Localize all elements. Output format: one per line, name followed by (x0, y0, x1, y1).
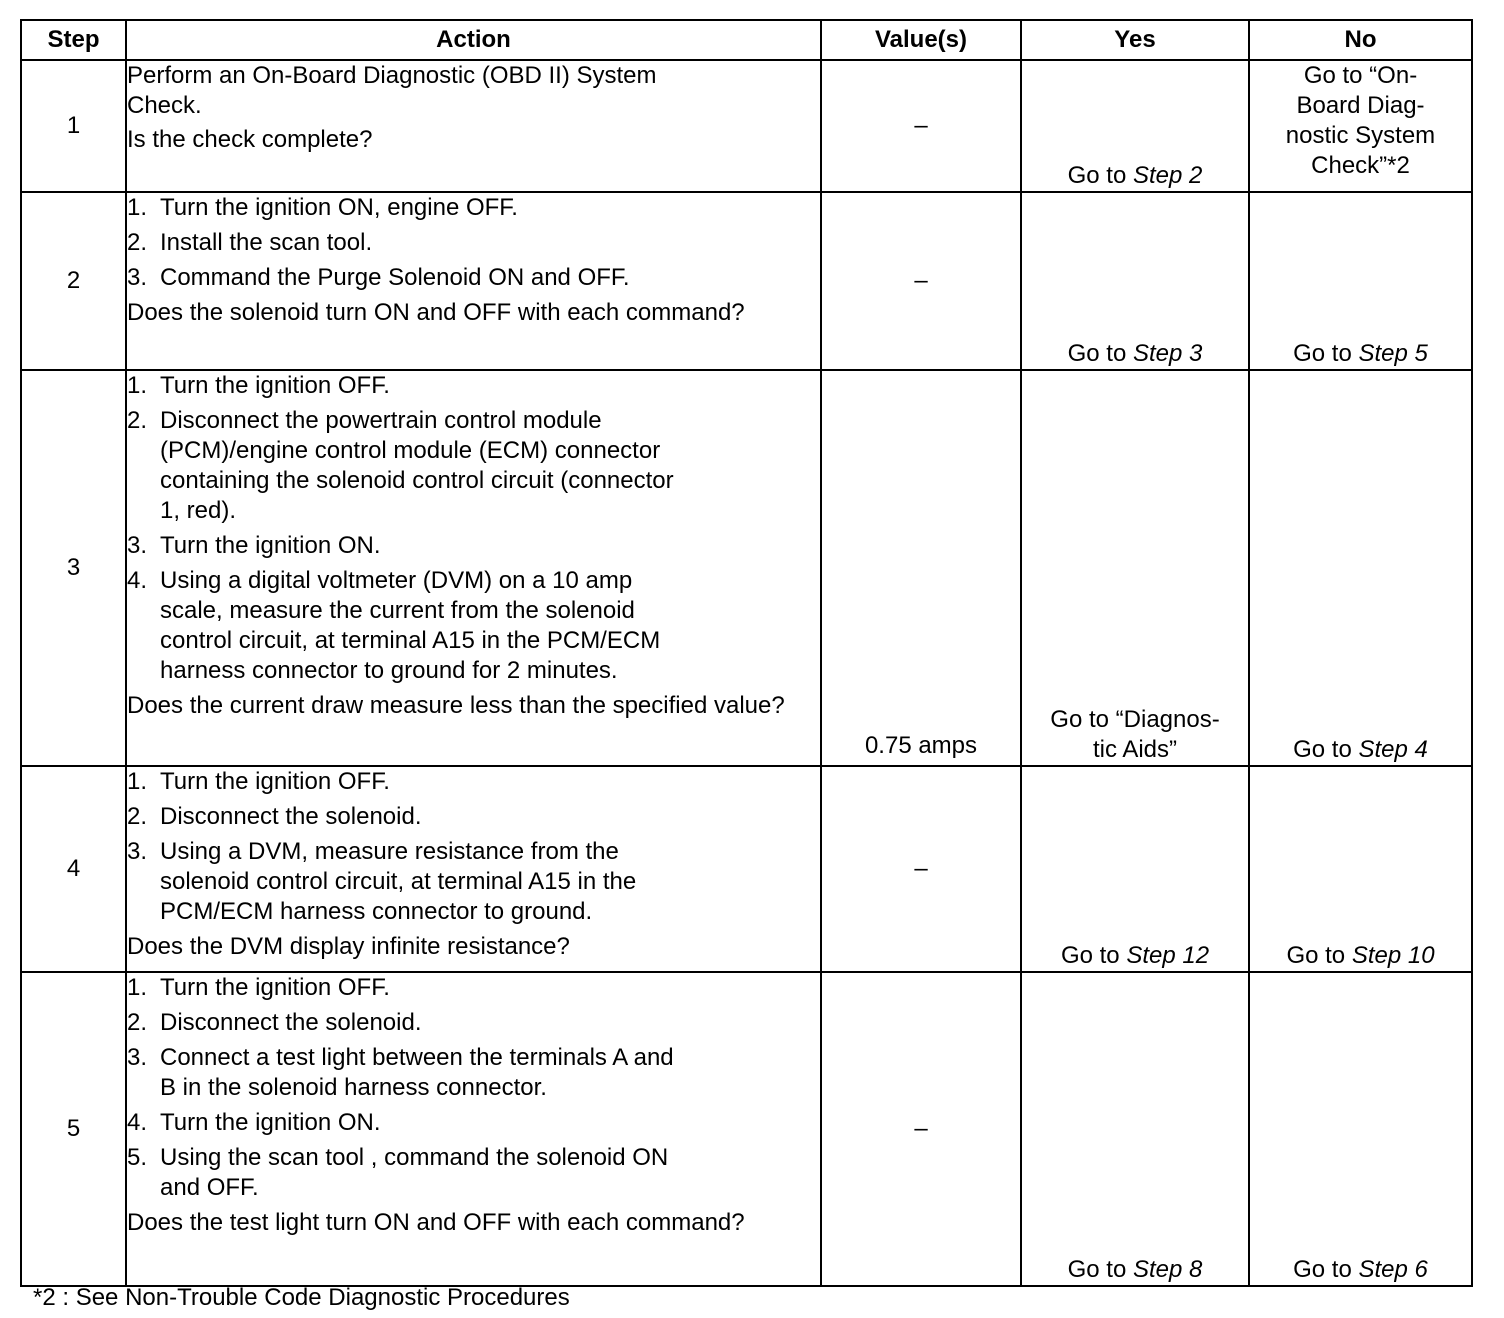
yes-prefix: Go to (1067, 340, 1133, 367)
action-step-text (160, 1044, 674, 1101)
action-step-text (160, 838, 636, 925)
action-step-item (127, 531, 820, 561)
action-step-line: Turn the ignition ON. (160, 1109, 381, 1136)
no-prefix: Go to (1286, 942, 1352, 969)
action-step-line: scale, measure the current from the solenoid (160, 597, 635, 624)
yes-cell (1021, 766, 1249, 972)
action-step-text (160, 567, 660, 684)
action-step-number: 4. (127, 1109, 148, 1136)
action-step-line: Connect a test light between the terminals A and (160, 1044, 674, 1071)
action-step-number: 3. (127, 264, 148, 291)
action-step-number: 1. (127, 768, 148, 795)
action-step-line: Turn the ignition OFF. (160, 768, 390, 795)
header-row (21, 20, 1472, 60)
step-number: 1 (21, 60, 126, 192)
action-step-number: 5. (127, 1144, 148, 1171)
action-step-number: 1. (127, 974, 148, 1001)
yes-cell (1021, 972, 1249, 1286)
value-cell: – (821, 972, 1021, 1286)
action-cell (126, 972, 821, 1286)
no-line: Check”*2 (1311, 152, 1410, 179)
action-step-item (127, 837, 820, 927)
no-step-link[interactable]: Step 5 (1358, 340, 1428, 367)
action-step-item (127, 1143, 820, 1203)
action-step-number: 3. (127, 1044, 148, 1071)
no-prefix: Go to (1293, 736, 1359, 763)
header-action: Action (126, 20, 821, 60)
action-step-item (127, 406, 820, 526)
action-cell (126, 370, 821, 766)
action-step-line: Using a DVM, measure resistance from the (160, 838, 619, 865)
table-row (21, 192, 1472, 370)
action-step-item (127, 228, 820, 258)
action-question: Does the DVM display infinite resistance? (127, 933, 570, 960)
footnote: *2 : See Non-Trouble Code Diagnostic Procedures (33, 1284, 570, 1311)
action-step-item (127, 767, 820, 797)
action-step-number: 3. (127, 532, 148, 559)
diagnostic-table (20, 19, 1473, 1287)
no-cell (1249, 972, 1472, 1286)
yes-step-link[interactable]: Step 3 (1132, 340, 1203, 367)
action-question: Does the test light turn ON and OFF with each command? (127, 1209, 745, 1236)
action-step-line: Disconnect the solenoid. (160, 803, 422, 830)
action-step-line: harness connector to ground for 2 minutes. (160, 657, 618, 684)
yes-line: tic Aids” (1092, 736, 1178, 763)
yes-cell (1021, 192, 1249, 370)
no-cell (1249, 766, 1472, 972)
action-question: Is the check complete? (127, 126, 373, 153)
no-step-link[interactable]: Step 4 (1358, 736, 1428, 763)
action-step-item (127, 263, 820, 293)
action-step-number: 1. (127, 194, 148, 221)
value-cell: 0.75 amps (821, 370, 1021, 766)
action-step-line: Using the scan tool , command the solenoid ON (160, 1144, 669, 1171)
action-step-text (160, 407, 674, 524)
action-step-line: PCM/ECM harness connector to ground. (160, 898, 593, 925)
action-step-line: Turn the ignition ON, engine OFF. (160, 194, 518, 221)
action-intro-line: Perform an On-Board Diagnostic (OBD II) System (127, 62, 657, 89)
action-steps (127, 193, 820, 293)
yes-step-link[interactable]: Step 8 (1132, 1256, 1203, 1283)
action-step-text (160, 194, 518, 221)
action-step-text (160, 803, 422, 830)
yes-prefix: Go to (1067, 162, 1133, 189)
no-cell (1249, 370, 1472, 766)
no-cell (1249, 192, 1472, 370)
no-step-link[interactable]: Step 10 (1351, 942, 1435, 969)
action-intro-line: Check. (127, 92, 202, 119)
action-step-number: 2. (127, 407, 148, 434)
action-step-item (127, 193, 820, 223)
action-step-line: control circuit, at terminal A15 in the PCM/ECM (160, 627, 661, 654)
yes-step-link[interactable]: Step 2 (1132, 162, 1203, 189)
action-step-line: and OFF. (160, 1174, 259, 1201)
action-step-text (160, 1109, 381, 1136)
yes-cell (1021, 370, 1249, 766)
action-step-text (160, 372, 390, 399)
action-step-line: 1, red). (160, 497, 237, 524)
action-step-text (160, 532, 381, 559)
action-steps (127, 371, 820, 686)
action-question: Does the current draw measure less than the specified value? (127, 692, 785, 719)
no-line: Board Diag- (1296, 92, 1425, 119)
action-intro (127, 61, 820, 121)
action-step-text (160, 1144, 668, 1201)
step-number: 4 (21, 766, 126, 972)
action-step-line: Turn the ignition OFF. (160, 974, 390, 1001)
action-step-item (127, 1043, 820, 1103)
action-cell (126, 192, 821, 370)
action-step-item (127, 802, 820, 832)
action-step-line: Disconnect the solenoid. (160, 1009, 422, 1036)
no-step-link[interactable]: Step 6 (1358, 1256, 1428, 1283)
action-step-line: Turn the ignition OFF. (160, 372, 390, 399)
action-question: Does the solenoid turn ON and OFF with each command? (127, 299, 745, 326)
action-cell (126, 766, 821, 972)
action-step-text (160, 229, 372, 256)
yes-line: Go to “Diagnos- (1050, 706, 1220, 733)
no-line: Go to “On- (1303, 62, 1418, 89)
yes-prefix: Go to (1060, 942, 1127, 969)
action-step-number: 4. (127, 567, 148, 594)
action-step-line: Turn the ignition ON. (160, 532, 381, 559)
no-prefix: Go to (1293, 1256, 1359, 1283)
action-step-number: 1. (127, 372, 148, 399)
step-number: 3 (21, 370, 126, 766)
action-step-number: 2. (127, 1009, 148, 1036)
value-cell: – (821, 192, 1021, 370)
action-step-text (160, 768, 390, 795)
table-row (21, 60, 1472, 192)
value-cell: – (821, 60, 1021, 192)
no-prefix: Go to (1293, 340, 1359, 367)
header-no: No (1249, 20, 1472, 60)
value-cell: – (821, 766, 1021, 972)
action-step-item (127, 371, 820, 401)
action-step-text (160, 974, 390, 1001)
action-step-line: solenoid control circuit, at terminal A15 in the (160, 868, 637, 895)
action-step-item (127, 1108, 820, 1138)
action-step-number: 2. (127, 229, 148, 256)
action-step-number: 3. (127, 838, 148, 865)
action-step-line: B in the solenoid harness connector. (160, 1074, 547, 1101)
step-number: 5 (21, 972, 126, 1286)
action-step-item (127, 973, 820, 1003)
no-line: nostic System (1285, 122, 1436, 149)
action-step-line: Disconnect the powertrain control module (160, 407, 602, 434)
header-yes: Yes (1021, 20, 1249, 60)
header-step: Step (21, 20, 126, 60)
table-row (21, 370, 1472, 766)
action-step-item (127, 566, 820, 686)
yes-prefix: Go to (1067, 1256, 1133, 1283)
header-values: Value(s) (821, 20, 1021, 60)
table-row (21, 972, 1472, 1286)
action-step-line: Install the scan tool. (160, 229, 373, 256)
action-step-text (160, 264, 630, 291)
action-step-number: 2. (127, 803, 148, 830)
action-step-item (127, 1008, 820, 1038)
action-step-line: Command the Purge Solenoid ON and OFF. (160, 264, 630, 291)
step-number: 2 (21, 192, 126, 370)
action-step-text (160, 1009, 422, 1036)
no-cell (1249, 60, 1472, 192)
action-step-line: (PCM)/engine control module (ECM) connector (160, 437, 661, 464)
action-steps (127, 973, 820, 1203)
yes-cell (1021, 60, 1249, 192)
yes-step-link[interactable]: Step 12 (1126, 942, 1210, 969)
table-row (21, 766, 1472, 972)
action-step-line: Using a digital voltmeter (DVM) on a 10 amp (160, 567, 633, 594)
action-steps (127, 767, 820, 927)
action-cell (126, 60, 821, 192)
action-step-line: containing the solenoid control circuit (connector (160, 467, 674, 494)
